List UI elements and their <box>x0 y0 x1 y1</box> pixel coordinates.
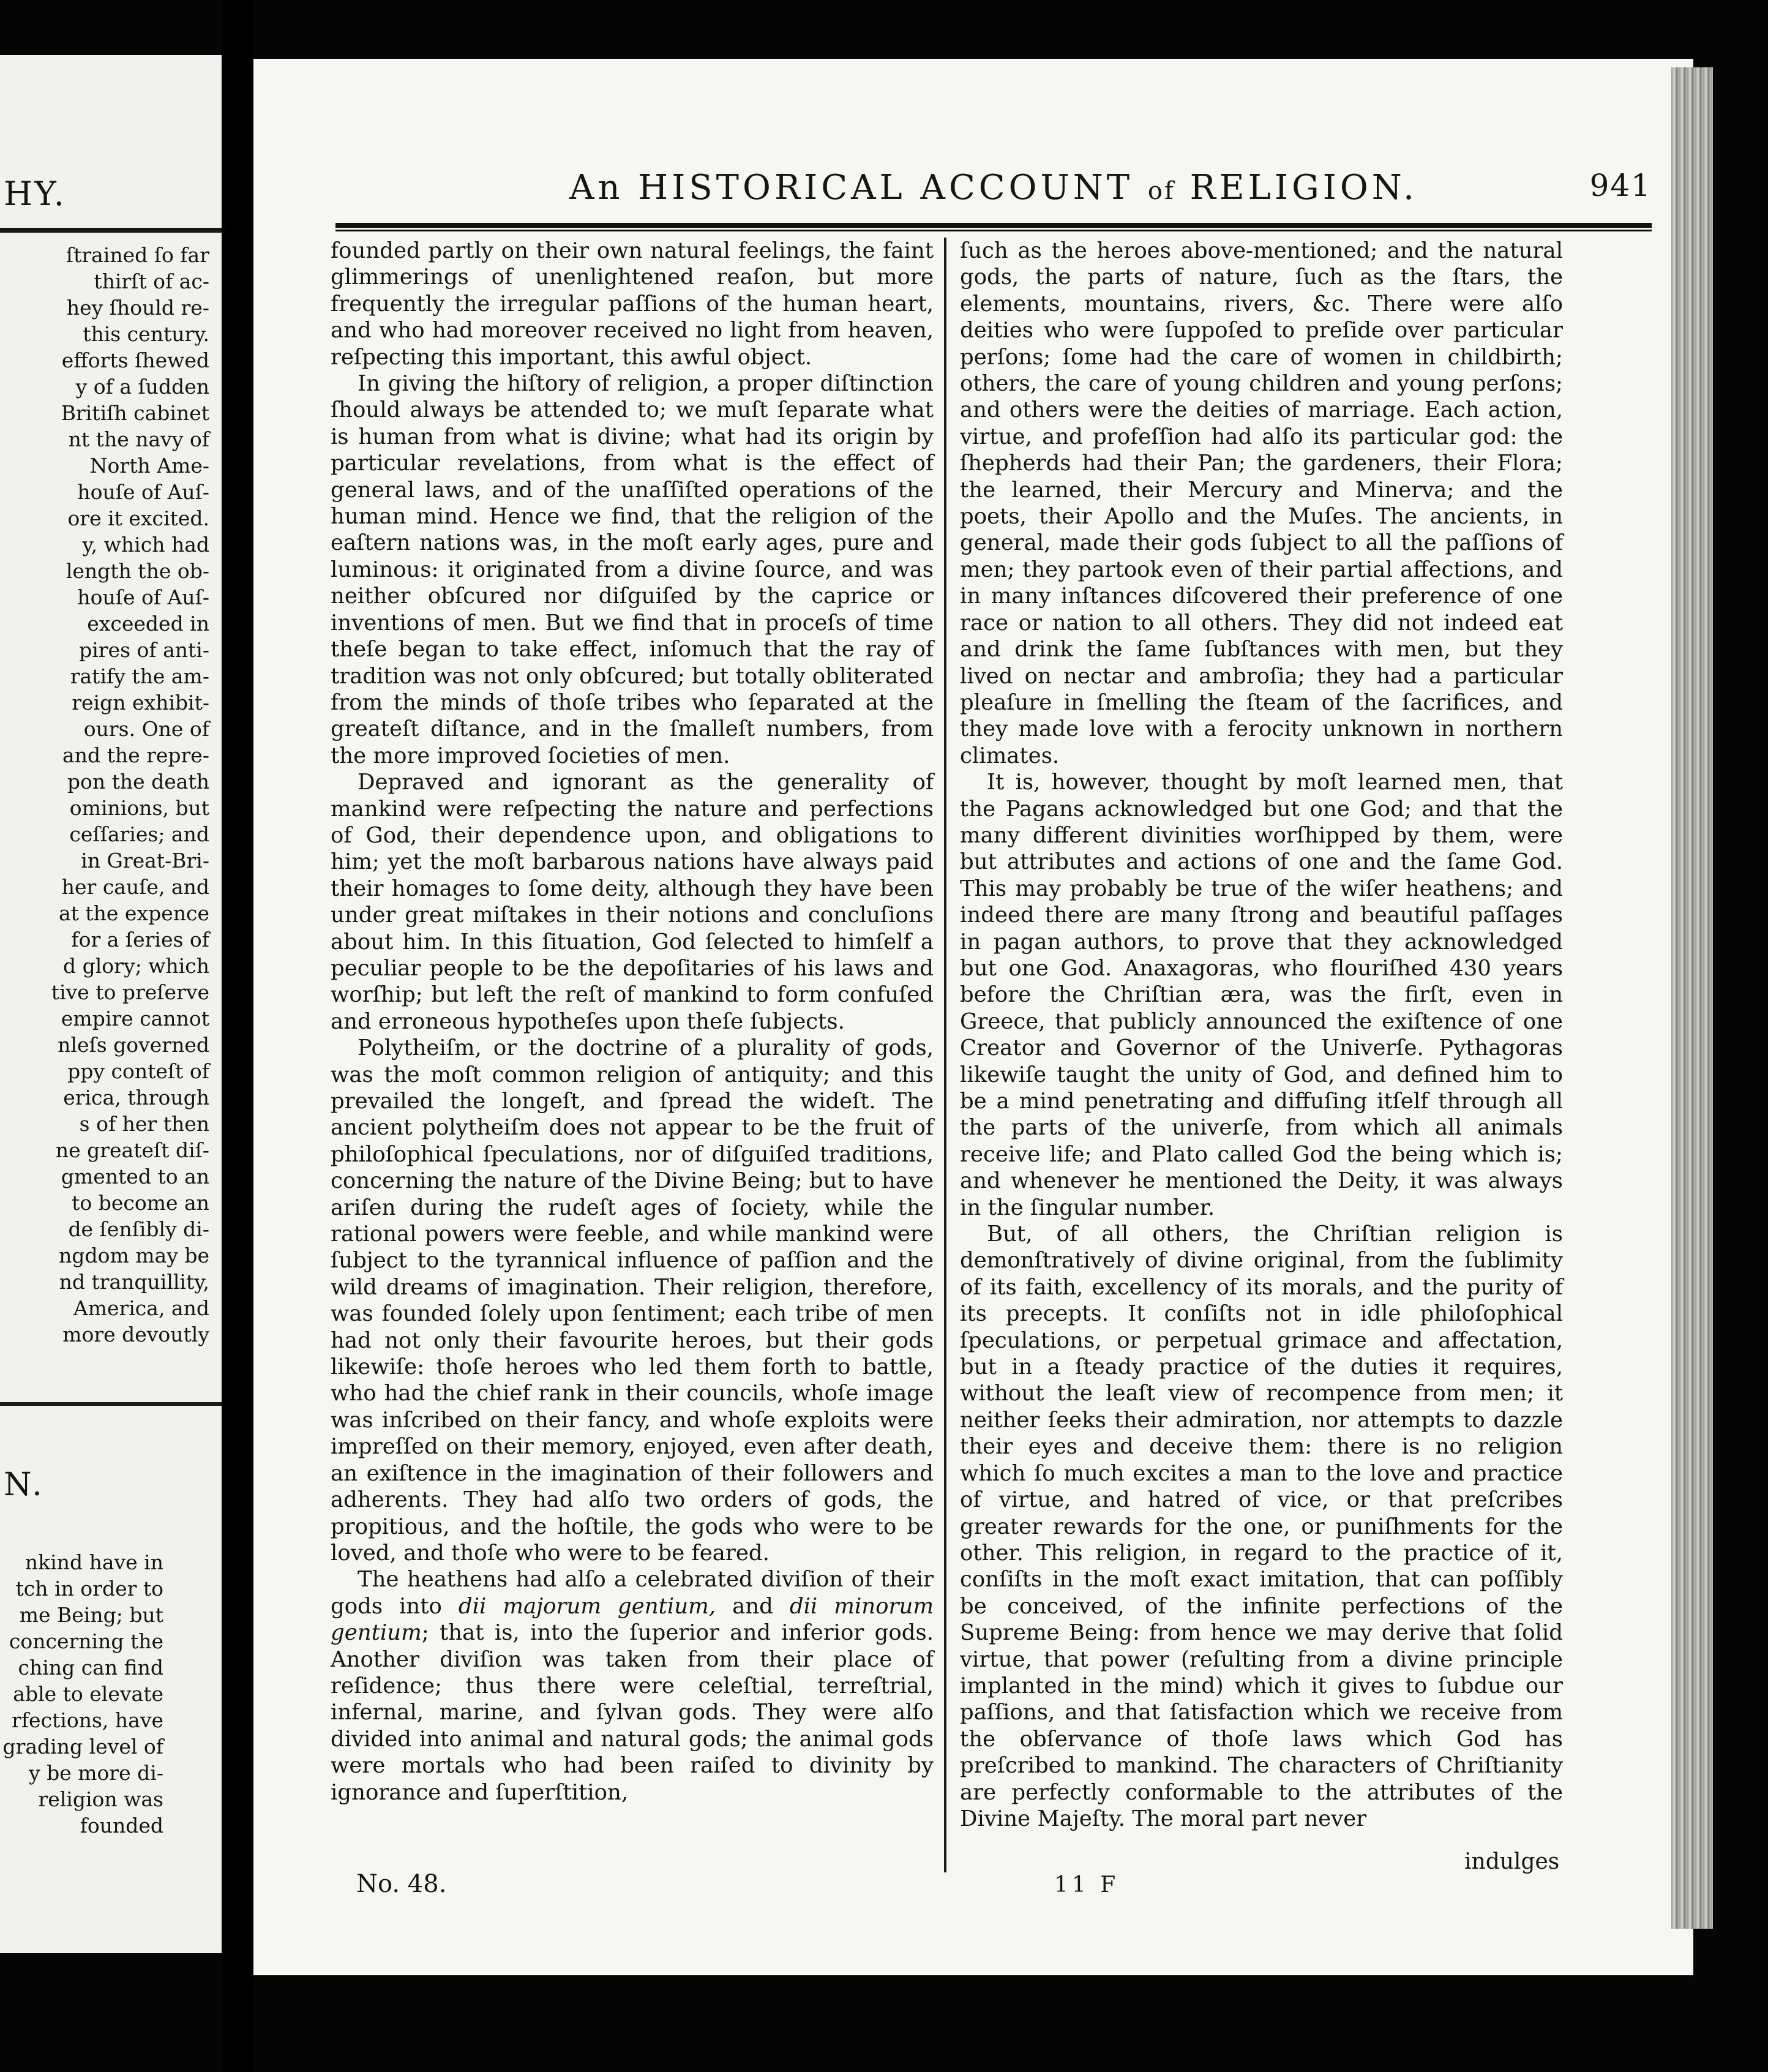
paragraph: In giving the hiſtory of religion, a proper diſtinction ſhould always be attended to; we muſt ſeparate what is human from what is divine; what had its origin by particular revelations, from what is the effect of general laws, and of the unaſſiſted operations of the human mind. Hence we find, that the religion of the eaſtern nations was, in the moſt early ages, pure and luminous: it originated from a divine ſource, and was neither obſcured nor diſguiſed by the caprice or inventions of men. But we find that in proceſs of time theſe began to take effect, inſomuch that the ray of tradition was not only obſcured; but totally obliterated from the minds of thoſe tribes who ſeparated at the greateſt diſtance, and in the ſmalleſt numbers, from the more improved ſocieties of men. <box>331 371 934 768</box>
facing-page-line: erica, through <box>63 1086 209 1109</box>
latin-phrase: dii majorum gentium, <box>458 1593 716 1619</box>
facing-page-line: her cauſe, and <box>61 875 209 899</box>
facing-page-line: this century. <box>83 322 209 346</box>
paragraph <box>331 1566 934 1806</box>
facing-page-line: pon the death <box>67 770 209 794</box>
facing-page-line: empire cannot <box>61 1007 209 1030</box>
facing-page-line: at the expence <box>58 901 209 925</box>
latin-phrase: dii minorum gentium <box>331 1593 934 1646</box>
page-number: 941 <box>1589 168 1652 203</box>
facing-page-line: reign exhibit- <box>72 691 209 715</box>
facing-page-line: in Great-Bri- <box>81 849 209 873</box>
paragraph: ſuch as the heroes above-mentioned; and the natural gods, the parts of nature, ſuch as the ſtars, the elements, mountains, rivers, &c. There were alſo deities who were ſuppoſed to preſide over particular perſons; ſome had the care of women in childbirth; others, the care of young children and young perſons; and others were the deities of marriage. Each action, virtue, and profeſſion had alſo its particular god: the ſhepherds had their Pan; the gardeners, their Flora; the learned, their Mercury and Minerva; and the poets, their Apollo and the Muſes. The ancients, in general, made their gods ſubject to all the paſſions of men; they partook even of their partial affections, and in many inſtances diſcovered their preference of one race or nation to all others. They did not indeed eat and drink the ſame ſubſtances with men, but they lived on nectar and ambroſia; they had a particular pleaſure in ſmelling the ſteam of the ſacrifices, and they made love with a ferocity unknown in northern climates. <box>960 238 1563 768</box>
facing-page-line: nkind have in <box>24 1550 163 1574</box>
facing-page-line: more devoutly <box>62 1323 209 1346</box>
facing-page-line: y be more di- <box>28 1761 163 1785</box>
facing-page-line: ceſſaries; and <box>69 822 209 846</box>
running-header <box>335 168 1652 217</box>
running-title <box>335 168 1652 208</box>
facing-page-line: y of a ſudden <box>75 375 209 399</box>
facing-page-line: and the repre- <box>62 743 209 767</box>
column-divider <box>944 238 946 1872</box>
paragraph: But, of all others, the Chriſtian religion is demonſtratively of divine original, from the ſublimity of its faith, excellency of its morals, and the purity of its precepts. It conſiſts not in idle philoſophical ſpeculations, or perpetual grimace and affectation, but in a ſteady practice of the duties it requires, without the leaſt view of recompence from men; it neither ſeeks their admiration, nor attempts to dazzle their eyes and deceive them: there is no religion which ſo much excites a man to the love and practice of virtue, and hatred of vice, or that preſcribes greater rewards for the one, or puniſhments for the other. This religion, in regard to the practice of it, conſiſts in the moſt exact imitation, that can poſſibly be conceived, of the infinite perfections of the Supreme Being: from hence we may derive that ſolid virtue, that power (reſulting from a divine principle implanted in the mind) which it gives to ſubdue our paſſions, and that ſatisfaction which we receive from the obſervance of thoſe laws which God has preſcribed to mankind. The characters of Chriſtianity are perfectly conformable to the attributes of the Divine Majeſty. The moral part never <box>960 1222 1563 1831</box>
paragraph: It is, however, thought by moſt learned men, that the Pagans acknowledged but one God; and that the many different divinities worſhipped by them, were but attributes and actions of one and the ſame God. This may probably be true of the wiſer heathens; and indeed there are many ſtrong and beautiful paſſages in pagan authors, to prove that they acknowledged but one God. Anaxagoras, who flouriſhed 430 years before the Chriſtian æra, was the firſt, even in Greece, that publicly announced the exiſtence of one Creator and Governor of the Univerſe. Pythagoras likewiſe taught the unity of God, and defined him to be a mind penetrating and diffuſing itſelf through all the parts of the univerſe, from which all animals receive life; and Plato called God the being which is; and whenever he mentioned the Deity, it was always in the ſingular number. <box>960 770 1563 1220</box>
paragraph: founded partly on their own natural feelings, the faint glimmerings of unenlightened reaſon, but more frequently the irregular paſſions of the human heart, and who had moreover received no light from heaven, reſpecting this important, this awful object. <box>331 238 934 370</box>
facing-page-line: North Ame- <box>89 454 209 478</box>
facing-page-line: nleſs governed <box>58 1033 209 1057</box>
facing-page-line: founded <box>80 1814 163 1837</box>
facing-page-line: pires of anti- <box>79 638 209 662</box>
facing-page-line: ngdom may be <box>59 1244 209 1267</box>
facing-page-line: houſe of Auſ- <box>77 585 209 609</box>
facing-page-line: ours. One of <box>83 717 209 741</box>
facing-page-line: hey ſhould re- <box>66 296 209 320</box>
facing-page-line: grading level of <box>2 1735 163 1759</box>
main-page <box>253 59 1693 1975</box>
paragraph: Polytheiſm, or the doctrine of a plurality of gods, was the moſt common religion of antiquity; and this prevailed the longeſt, and ſpread the wideſt. The ancient polytheiſm does not appear to be the fruit of philoſophical ſpeculations, nor of diſguiſed traditions, concerning the nature of the Divine Being; but to have ariſen during the rudeſt ages of ſociety, while the rational powers were feeble, and while mankind were ſubject to the tyrannical influence of paſſion and the wild dreams of imagination. Their religion, therefore, was founded ſolely upon ſentiment; each tribe of men had not only their favourite heroes, but their gods likewiſe: thoſe heroes who led them forth to battle, who had the chief rank in their councils, whoſe image was inſcribed on their fancy, and whoſe exploits were impreſſed on their memory, enjoyed, even after death, an exiſtence in the imagination of their followers and adherents. They had alſo two orders of gods, the propitious, and the hoſtile, the gods who were to be loved, and thoſe who were to be feared. <box>331 1035 934 1566</box>
facing-page-line: ne greateſt diſ- <box>55 1138 209 1162</box>
catchword: indulges <box>1464 1849 1560 1874</box>
facing-page-line: efforts ſhewed <box>61 348 209 372</box>
facing-page-line: ominions, but <box>69 796 209 820</box>
right-text-column <box>960 238 1563 1832</box>
signature-mark: 11 F <box>1054 1872 1120 1897</box>
facing-page-line: America, and <box>73 1296 209 1320</box>
paragraph: Depraved and ignorant as the generality of mankind were reſpecting the nature and perfections of God, their dependence upon, and obligations to him; yet the moſt barbarous nations have always paid their homages to ſome deity, although they have been under great miſtakes in their notions and concluſions about him. In this ſituation, God ſelected to himſelf a peculiar people to be the depoſitaries of his laws and worſhip; but left the reſt of mankind to form confuſed and erroneous hypotheſes upon theſe ſubjects. <box>331 770 934 1034</box>
facing-page-line: ratify the am- <box>70 664 209 688</box>
facing-page-line: s of her then <box>79 1112 209 1136</box>
text-run: and <box>716 1593 790 1619</box>
page-stack-edge <box>1671 67 1713 1929</box>
title-word-an: An <box>569 168 624 208</box>
facing-page-line: nd tranquillity, <box>59 1270 209 1294</box>
facing-page-line: ppy conteſt of <box>67 1059 209 1083</box>
facing-page-line: nt the navy of <box>68 427 209 451</box>
facing-page-text-upper <box>0 242 209 1348</box>
facing-page-line: exceeded in <box>87 612 209 636</box>
facing-page-header: HY. <box>4 175 66 213</box>
facing-page-line: religion was <box>38 1787 163 1811</box>
facing-page-line: ore it excited. <box>67 506 209 530</box>
title-word-of: of <box>1147 177 1175 205</box>
facing-page-line: me Being; but <box>19 1603 163 1627</box>
header-rule <box>335 223 1652 231</box>
facing-page-line: d glory; which <box>63 954 209 978</box>
facing-page-section-heading: N. <box>4 1466 45 1503</box>
facing-page-line: Britiſh cabinet <box>61 401 209 425</box>
facing-page-fragment <box>0 55 222 1953</box>
facing-page-line: able to elevate <box>13 1682 163 1706</box>
facing-page-line: length the ob- <box>66 559 209 583</box>
facing-page-line: ſtrained ſo far <box>66 243 209 267</box>
facing-page-line: ching can find <box>18 1656 163 1680</box>
text-run: The heathens had alſo a celebrated diviſion of their gods into <box>331 1567 934 1619</box>
facing-page-header-rule <box>0 228 222 233</box>
text-run: ; that is, into the ſuperior and inferior gods. Another diviſion was taken from their place of reſidence; thus there were celeſtial, terreſtrial, infernal, marine, and ſylvan gods. They were alſo divided into animal and natural gods; the animal gods were mortals who had been raiſed to divinity by ignorance and ſuperſtition, <box>331 1620 934 1805</box>
title-end: RELIGION. <box>1189 168 1418 208</box>
facing-page-line: tch in order to <box>15 1577 163 1601</box>
facing-page-line: concerning the <box>9 1629 163 1653</box>
facing-page-text-lower <box>0 1549 163 1839</box>
facing-page-line: houſe of Auſ- <box>77 480 209 504</box>
facing-page-line: de ſenſibly di- <box>68 1217 209 1241</box>
facing-page-line: y, which had <box>82 533 209 557</box>
facing-page-line: for a ſeries of <box>71 928 209 952</box>
facing-page-line: tive to preſerve <box>51 980 209 1004</box>
facing-page-line: thirſt of ac- <box>94 269 209 293</box>
facing-page-section-rule <box>0 1402 222 1406</box>
issue-number: No. 48. <box>356 1870 447 1898</box>
book-gutter <box>222 0 253 2072</box>
facing-page-line: gmented to an <box>61 1165 209 1188</box>
title-main: HISTORICAL ACCOUNT <box>638 168 1134 208</box>
left-text-column <box>331 238 934 1806</box>
facing-page-line: rfections, have <box>12 1708 163 1732</box>
facing-page-line: to become an <box>72 1191 209 1215</box>
